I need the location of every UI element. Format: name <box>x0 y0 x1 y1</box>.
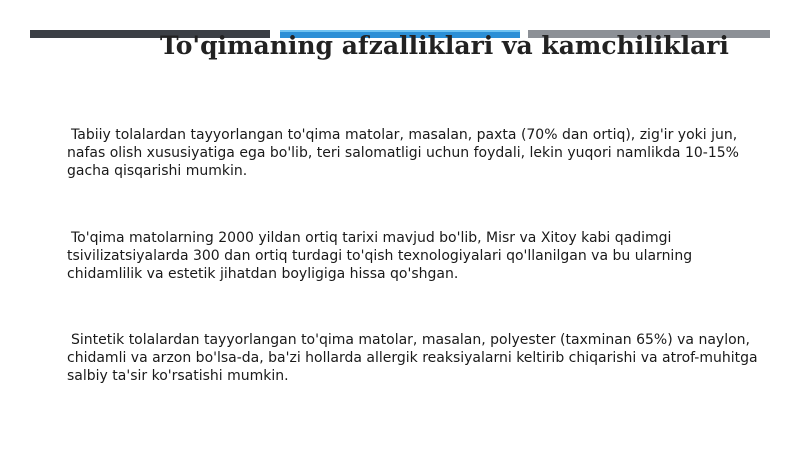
paragraph-synthetic-fibers: Sintetik tolalardan tayyorlangan to'qima matolar, masalan, polyester (taxminan 65%) va naylon, chidamli va arzon bo'lsa-da, ba'zi hollarda allergik reaksiyalarni keltirib chiqarishi va atrof-muhitga salbiy ta'sir ko'rsatishi mumkin. <box>67 332 758 384</box>
paragraph-history: To'qima matolarning 2000 yildan ortiq tarixi mavjud bo'lib, Misr va Xitoy kabi qadimgi tsivilizatsiyalarda 300 dan ortiq turdagi to'qish texnologiyalari qo'llanilgan va bu ularning chidamlilik va estetik jihatdan boyligiga hissa qo'shgan. <box>67 230 693 282</box>
paragraph-natural-fibers: Tabiiy tolalardan tayyorlangan to'qima matolar, masalan, paxta (70% dan ortiq), zig'ir yoki jun, nafas olish xususiyatiga ega bo'lib, teri salomatligi uchun foydali, lekin yuqori namlikda 10-15% gacha qisqarishi mumkin. <box>67 127 739 179</box>
slide-title: To'qimaning afzalliklari va kamchiliklari <box>160 31 729 60</box>
